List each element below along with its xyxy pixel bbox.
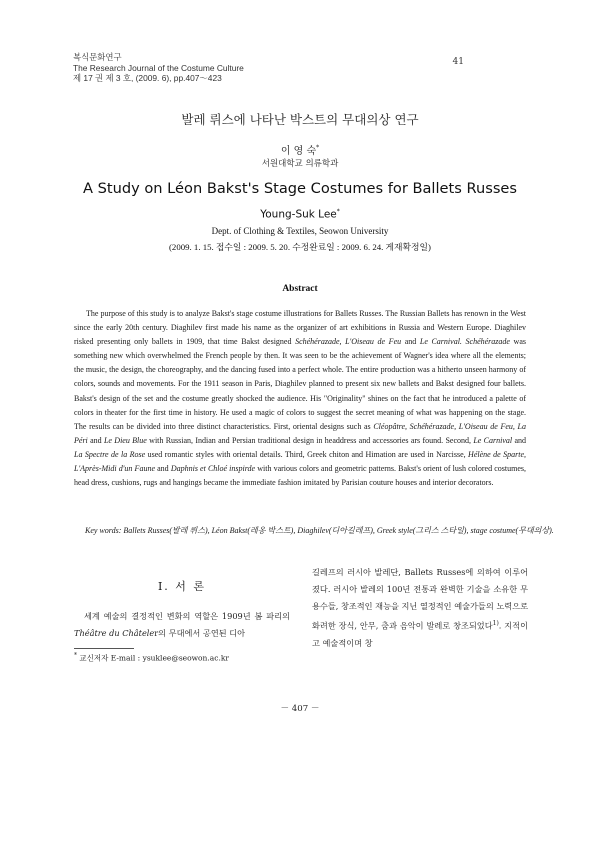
intro-text: r의 무대에서 공연된 디아 [154,628,246,638]
abstract-italic: Daphnis et Chloé inspirde [170,464,256,474]
page-number-bottom: － 407 － [280,704,320,714]
footnote-divider [74,648,134,649]
journal-name-kr: 복식문화연구 [73,52,122,62]
intro-text: 세계 예술의 결정적인 변화의 역할은 1909년 봄 파리의 [84,611,290,621]
abstract-text: used romantic styles with oriental details. Third, Greek chiton and Himation are used in Narcisse, [145,449,469,459]
intro-paragraph-continued [312,564,528,652]
affiliation-korean: 서원대학교 의류학과 [261,159,339,169]
affiliation-english: Dept. of Clothing & Textiles, Seowon University [211,226,389,236]
footnote-ref: 1) [492,620,499,627]
abstract-text: with various colors and geometric patterns. Bakst's orient of lush colored costumes, head dress, cushions, rugs and hangings became the immediate fashion imitated by Parisian couture houses and interior decorators. [74,464,526,488]
abstract-italic: Le Carnival [473,435,513,445]
author-english-mark: * [336,208,340,215]
body-column-right [312,564,528,652]
body-column-left [74,564,290,642]
abstract-text: with Russian, Indian and Persian traditional design in headdress and accessories ars found. Second, [146,435,474,445]
title-english: A Study on Léon Bakst's Stage Costumes for Ballets Russes [82,180,518,197]
submission-dates: (2009. 1. 15. 접수일 : 2009. 5. 20. 수정완료일 : 2009. 6. 24. 게재확정일) [169,242,431,252]
abstract-italic: Schéhérazade, L'Oiseau de Feu [295,337,402,347]
keywords: Key words: Ballets Russes(발레 뤼스), Léon Bakst(레옹 박스트), Diaghilev(디아길레프), Greek style(그리스 스타일), stage costume(무대의상). [85,526,554,535]
author-english-name: Young-Suk Lee [260,208,337,221]
journal-header [73,52,244,84]
abstract-text: and [87,435,104,445]
intro-paragraph-start [74,608,290,642]
author-korean-mark: * [316,144,320,152]
journal-name-en: The Research Journal of the Costume Culture [73,62,244,73]
abstract-text: and [401,337,420,347]
page-number-top: 41 [452,57,464,67]
footnote-mark: * [74,652,77,659]
intro-text: . 지적이고 예술적이며 창 [312,620,528,648]
intro-italic: Théâtre du Châtele [74,628,155,638]
abstract-text: and [155,464,171,474]
section-heading-introduction: Ⅰ. 서 론 [157,580,207,593]
abstract-italic: La Spectre de la Rose [74,449,146,459]
title-korean: 발레 뤼스에 나타난 박스트의 무대의상 연구 [181,112,419,127]
abstract-heading: Abstract [282,284,318,294]
author-english [0,208,600,221]
footnote [74,652,229,664]
author-korean-name: 이 영 숙 [280,146,317,157]
abstract-italic: Le Carnival. Schéhérazade [419,337,510,347]
abstract-text: and [512,435,526,445]
author-korean [0,142,600,157]
abstract-body [74,307,526,490]
abstract-text: The purpose of this study is to analyze Bakst's stage costume illustrations for Ballets Russes. The Russian Ballets has renown in the West since the early 20th century. Diaghilev first made his name as the organizer of art exhibitions in Russia and Western Europe. Diaghilev risked presenting only ballets in 1909, that time Bakst designed [74,309,526,347]
abstract-italic: Le Dieu Blue [103,435,147,445]
journal-issue: 제 17 권 제 3 호, (2009. 6), pp.407～423 [73,73,222,83]
intro-text: 길레프의 러시아 발레단, Ballets Russes에 의하여 이루어졌다. 러시아 발레의 100년 전통과 완벽한 기술을 소유한 무용수들, 창조적인 재능을 지닌 열정적인 예술가들의 노력으로 화려한 장식, 안무, 춤과 음악이 발레로 창조되었다 [312,567,528,631]
abstract-italic: Hélène de Sparte, L'Après-Midi d'un Faune [74,449,526,474]
footnote-text: 교신저자 E-mail : ysuklee@seowon.ac.kr [79,653,229,663]
abstract-text: was something new which overwhelmed the French people by then. It was seen to be the achievement of Wagner's idea where all the elements; the music, the design, the choreography, and the dancing fused into a perfect whole. The entire production was a hitherto unseen harmony of colors, sounds and movements. For the 1911 season in Paris, Diaghilev planned to present six new ballets and Bakst designed four ballets. Bakst's design of the set and the costume greatly shocked the audience. His "Originality" shines on the fact that he introduced a palette of colors in theater for the first time in history. He used a magic of colors to suggest the secret meaning of what was happening on the stage. The results can be divided into three distinct characteristics. First, oriental designs such as [74,337,526,431]
abstract-italic: Cléopâtre, Schéhérazade, L'Oiseau de Feu, La Péri [74,421,526,445]
